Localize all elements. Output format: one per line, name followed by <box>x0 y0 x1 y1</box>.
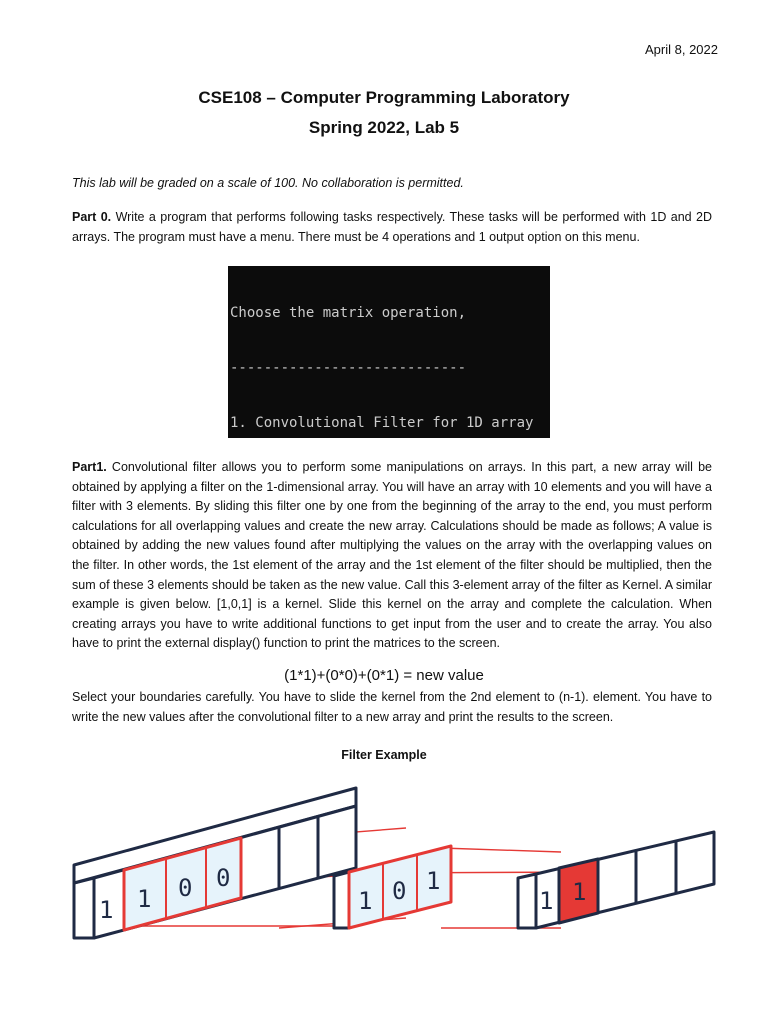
input-digit: 0 <box>178 874 193 902</box>
console-line: Choose the matrix operation, <box>230 305 467 322</box>
part0-label: Part 0. <box>72 210 112 224</box>
kernel-digit: 1 <box>426 867 441 895</box>
part0-text: Write a program that performs following tasks respectively. These tasks will be performed with 1D and 2D arrays. The program must have a menu. There must be 4 operations and 1 output option on this menu. <box>72 210 712 244</box>
console-line: 1. Convolutional Filter for 1D array <box>230 414 534 431</box>
part1-continued-paragraph: Select your boundaries carefully. You have to slide the kernel from the 2nd element to (n-1). element. You have to write the new values after the convolutional filter to a new array and print the results to the screen. <box>72 690 712 724</box>
output-digit: 1 <box>572 878 587 906</box>
part1-text: Convolutional filter allows you to perform some manipulations on arrays. In this part, a new array will be obtained by applying a filter on the 1-dimensional array. You will have an array with 10 elements and you will have a filter with 3 elements. By sliding this filter one by one from the beginning of the array to the end, you must perform calculations for all overlapping values and create the new array. Calculations should be made as follows; A value is obtained by adding the new values found after multiplying the values on the array with the overlapping values on the filter. In other words, the 1st element of the array and the 1st element of the filter should be multiplied, then the sum of these 3 elements should be taken as the new value. Call this 3-element array of the filter as Kernel. A similar example is given below. [1,0,1] is a kernel. Slide this kernel on the array and complete the calculation. When creating arrays you have to write additional functions to get input from the user and to create the array. You also have to print the external display() function to print the matrices to the screen. <box>72 460 712 651</box>
formula: (1*1)+(0*0)+(0*1) = new value <box>284 667 484 684</box>
kernel-digit: 0 <box>392 877 407 905</box>
document-date: April 8, 2022 <box>645 42 718 57</box>
part1-label: Part1. <box>72 460 107 474</box>
filter-example-figure <box>66 778 726 948</box>
course-title: CSE108 – Computer Programming Laboratory <box>198 88 570 107</box>
console-menu-screenshot <box>228 266 550 438</box>
input-digit: 0 <box>216 864 231 892</box>
input-digit: 1 <box>137 885 152 913</box>
kernel-digit: 1 <box>358 887 373 915</box>
lab-title: Spring 2022, Lab 5 <box>308 118 460 137</box>
input-digit: 1 <box>99 896 114 924</box>
grading-note: This lab will be graded on a scale of 100. No collaboration is permitted. <box>72 176 464 190</box>
part1-paragraph <box>72 458 712 654</box>
console-line: ---------------------------- <box>230 360 467 376</box>
part0-paragraph <box>72 208 712 247</box>
figure-caption: Filter Example <box>341 748 427 762</box>
output-digit: 1 <box>539 887 554 915</box>
